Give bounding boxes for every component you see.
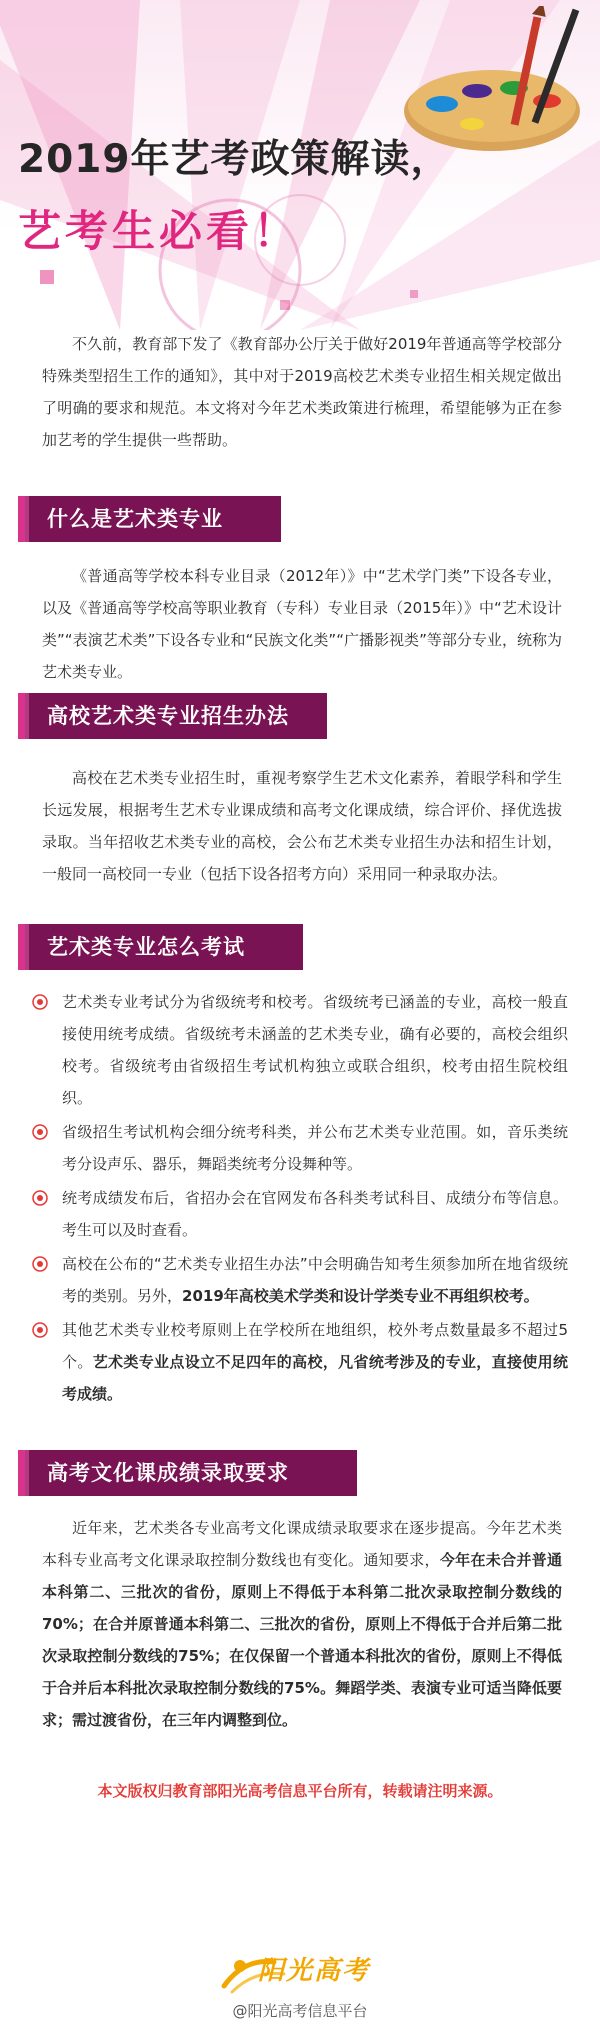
list-item: 统考成绩发布后，省招办会在官网发布各科类考试科目、成绩分布等信息。考生可以及时查看。	[28, 1182, 568, 1246]
list-item: 艺术类专业考试分为省级统考和校考。省级统考已涵盖的专业，高校一般直接使用统考成绩。省级统考未涵盖的艺术类专业，确有必要的，高校会组织校考。省级统考由省级招生考试机构独立或联合组织，校考由招生院校组织。	[28, 986, 568, 1114]
header-banner	[0, 0, 600, 330]
section-title-culture-score: 高考文化课成绩录取要求	[18, 1450, 357, 1496]
intro-paragraph: 不久前，教育部下发了《教育部办公厅关于做好2019年普通高等学校部分特殊类型招生工作的通知》，其中对于2019高校艺术类专业招生相关规定做出了明确的要求和规范。本文将对今年艺术类政策进行梳理，希望能够为正在参加艺考的学生提供一些帮助。	[42, 335, 562, 449]
section-title-what-is-art-major: 什么是艺术类专业	[18, 496, 281, 542]
section-title-how-to-test: 艺术类专业怎么考试	[18, 924, 303, 970]
section1-paragraph: 《普通高等学校本科专业目录（2012年）》中“艺术学门类”下设各专业，以及《普通高等学校高等职业教育（专科）专业目录（2015年）》中“艺术设计类”“表演艺术类”下设各专业和“民族文化类”“广播影视类”等部分专业，统称为艺术类专业。	[42, 567, 562, 681]
list-item: 高校在公布的“艺术类专业招生办法”中会明确告知考生须参加所在地省级统考的类别。另外，2019年高校美术学类和设计学类专业不再组织校考。	[28, 1248, 568, 1312]
section4-paragraph: 近年来，艺术类各专业高考文化课成绩录取要求在逐步提高。今年艺术类本科专业高考文化课录取控制分数线也有变化。通知要求，今年在未合并普通本科第二、三批次的省份，原则上不得低于本科第二批次录取控制分数线的70%；在合并原普通本科第二、三批次的省份，原则上不得低于合并后第二批次录取控制分数线的75%；在仅保留一个普通本科批次的省份，原则上不得低于合并后本科批次录取控制分数线的75%。舞蹈学类、表演专业可适当降低要求；需过渡省份，在三年内调整到位。	[42, 1519, 562, 1729]
section-title-admission-method: 高校艺术类专业招生办法	[18, 693, 327, 739]
target-bullet-icon	[32, 1256, 48, 1272]
section2-paragraph: 高校在艺术类专业招生时，重视考察学生艺术文化素养，着眼学科和学生长远发展，根据考生艺术专业课成绩和高考文化课成绩，综合评价、择优选拔录取。当年招收艺术类专业的高校，会公布艺术类专业招生办法和招生计划，一般同一高校同一专业（包括下设各招考方向）采用同一种录取办法。	[42, 769, 562, 883]
exam-rules-list	[28, 986, 568, 1412]
target-bullet-icon	[32, 994, 48, 1010]
main-title-line2: 艺考生必看！	[18, 207, 300, 257]
target-bullet-icon	[32, 1322, 48, 1338]
target-bullet-icon	[32, 1190, 48, 1206]
copyright-notice: 本文版权归教育部阳光高考信息平台所有，转载请注明来源。	[97, 1782, 503, 1800]
main-title-line1: 2019年艺考政策解读，	[18, 137, 451, 182]
brand-logo-text: 阳光高考	[258, 1956, 371, 1986]
platform-credit: @阳光高考信息平台	[232, 2002, 368, 2020]
list-item: 其他艺术类专业校考原则上在学校所在地组织，校外考点数量最多不超过5个。艺术类专业点设立不足四年的高校，凡省统考涉及的专业，直接使用统考成绩。	[28, 1314, 568, 1410]
list-item: 省级招生考试机构会细分统考科类，并公布艺术类专业范围。如，音乐类统考分设声乐、器乐，舞蹈类统考分设舞种等。	[28, 1116, 568, 1180]
target-bullet-icon	[32, 1124, 48, 1140]
